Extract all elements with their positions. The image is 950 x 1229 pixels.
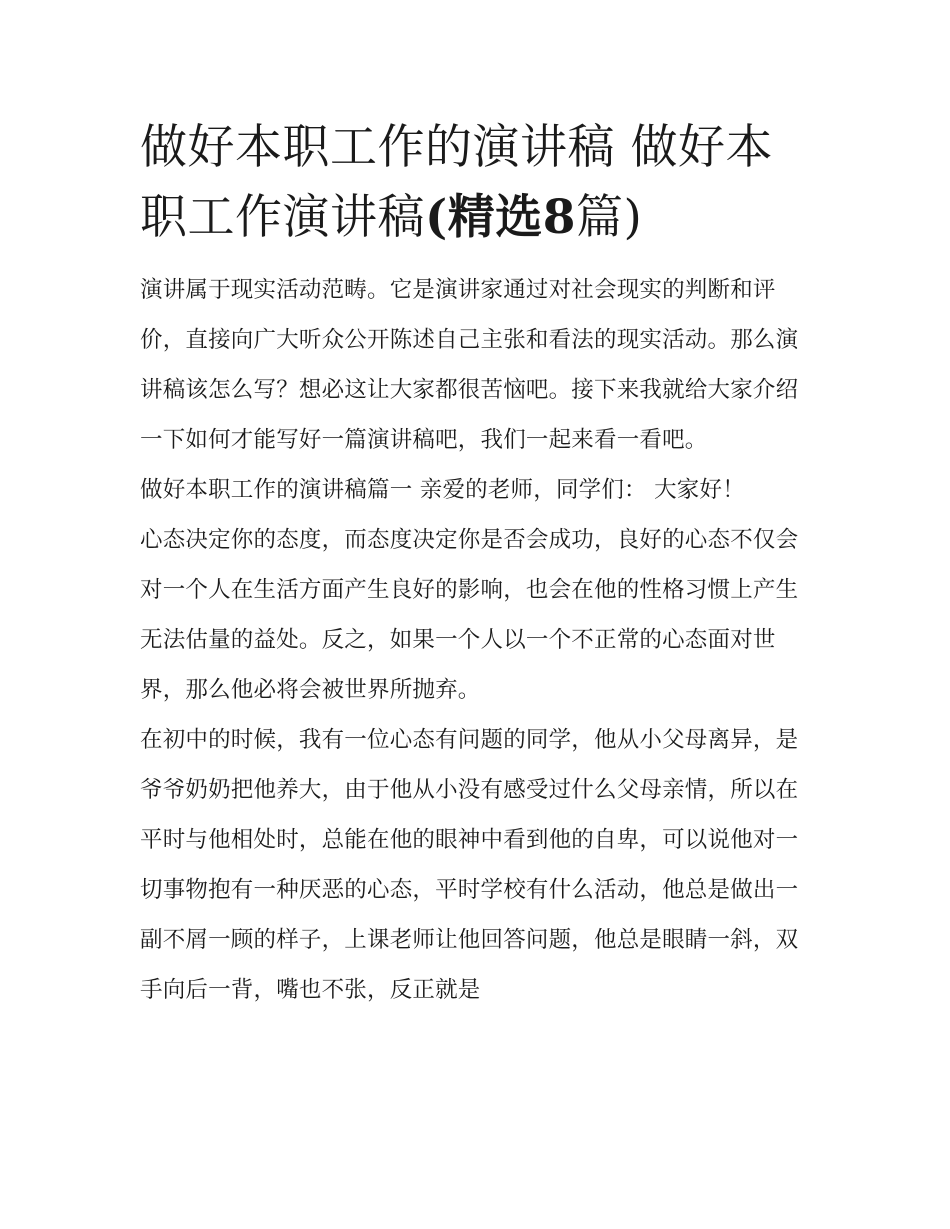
intro-paragraph: 演讲属于现实活动范畴。它是演讲家通过对社会现实的判断和评价，直接向广大听众公开陈述自己主张和看法的现实活动。那么演讲稿该怎么写？想必这让大家都很苦恼吧。接下来我就给大家介绍一下如何才能写好一篇演讲稿吧，我们一起来看一看吧。: [140, 277, 799, 453]
title-paren-open: (精选: [425, 190, 543, 245]
body-paragraph: 心态决定你的态度，而态度决定你是否会成功，良好的心态不仅会对一个人在生活方面产生良好的影响，也会在他的性格习惯上产生无法估量的益处。反之，如果一个人以一个不正常的心态面对世界，那么他必将会被世界所抛弃。: [140, 527, 799, 703]
document-content: [140, 113, 820, 1015]
greeting-paragraph: 做好本职工作的演讲稿篇一 亲爱的老师，同学们： 大家好！: [140, 477, 745, 503]
title-suffix: 篇): [575, 190, 643, 245]
title-number: 8: [542, 190, 576, 245]
title-text: 做好本职工作的演讲稿 做好本职工作演讲稿: [140, 120, 773, 245]
document-title: [140, 113, 820, 253]
body-paragraph: 在初中的时候，我有一位心态有问题的同学，他从小父母离异，是爷爷奶奶把他养大，由于他从小没有感受过什么父母亲情，所以在平时与他相处时，总能在他的眼神中看到他的自卑，可以说他对一切事物抱有一种厌恶的心态，平时学校有什么活动，他总是做出一副不屑一顾的样子，上课老师让他回答问题，他总是眼睛一斜，双手向后一背，嘴也不张，反正就是: [140, 727, 799, 1003]
